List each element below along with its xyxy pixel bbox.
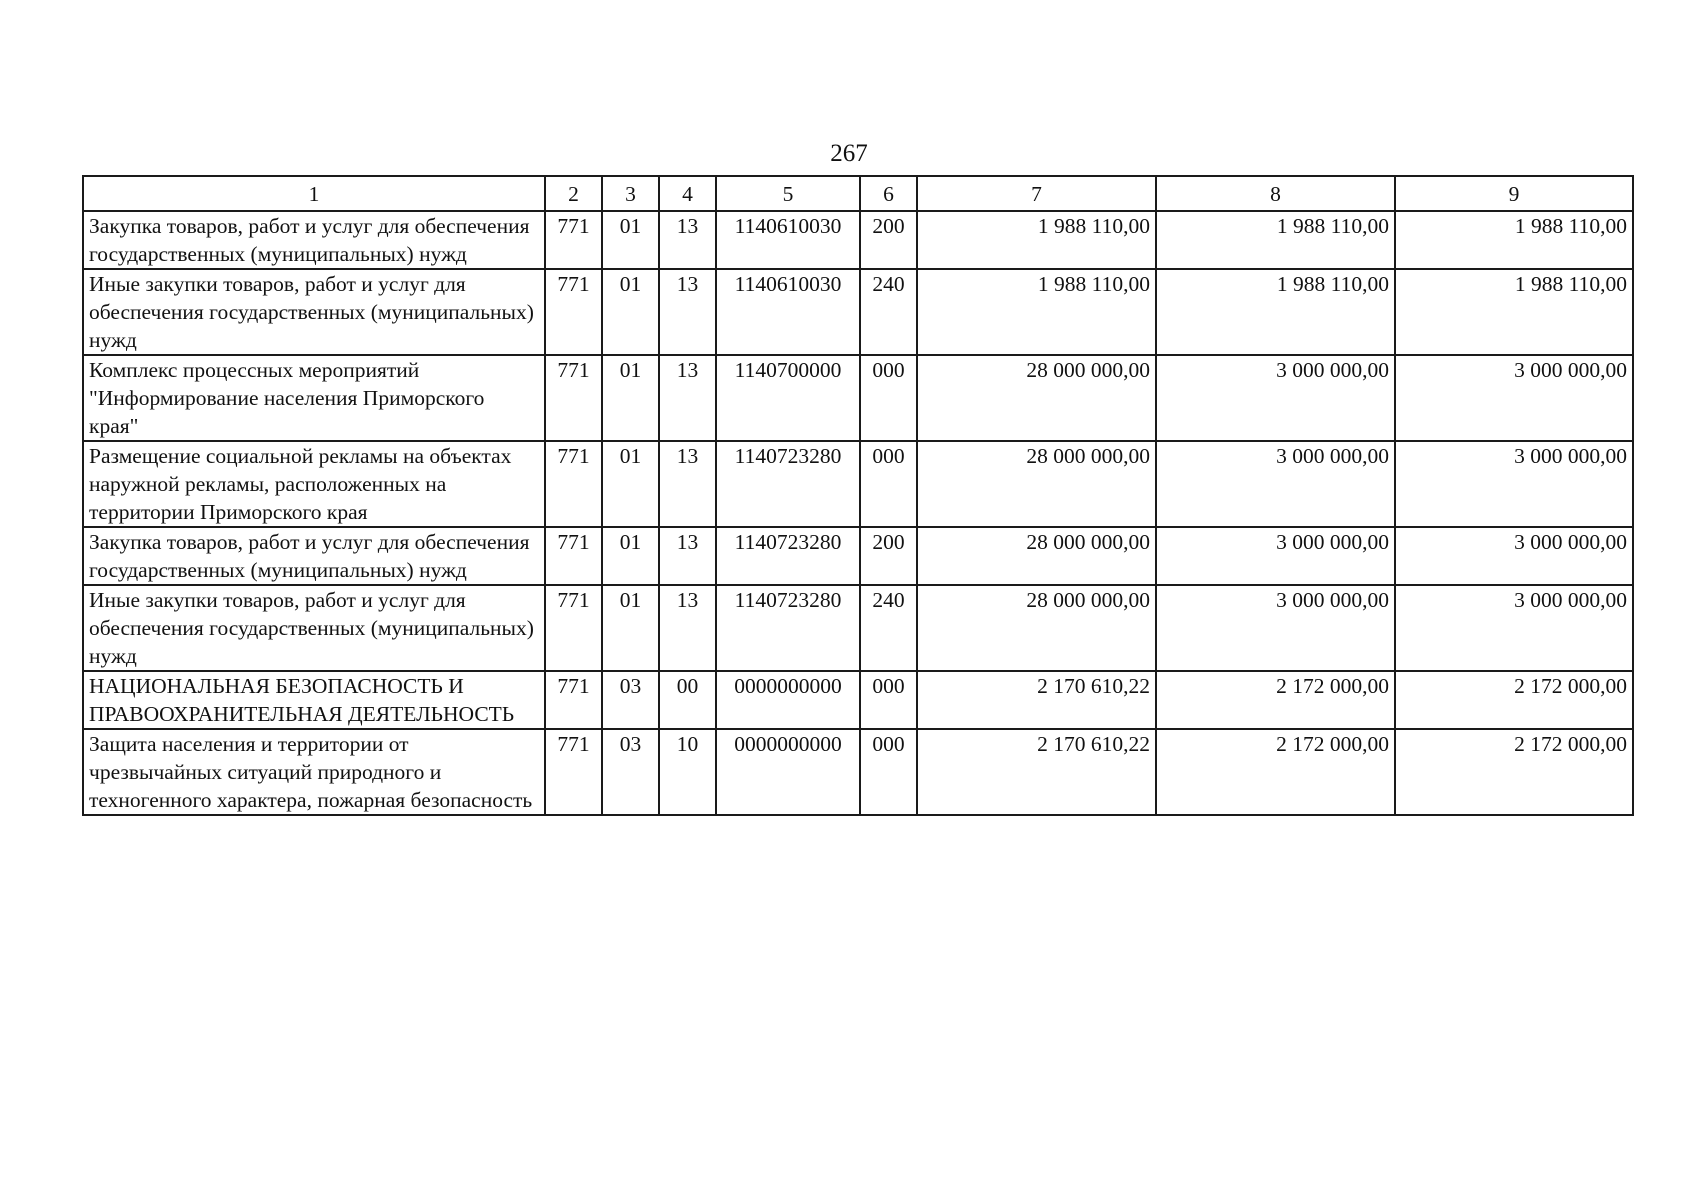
column-header-5: 5: [716, 176, 860, 211]
ministry-code-cell: 771: [545, 671, 602, 729]
amount-col8-cell: 2 172 000,00: [1156, 729, 1395, 815]
amount-col7-cell: 28 000 000,00: [917, 527, 1156, 585]
row-name-cell: Защита населения и территории от чрезвычайных ситуаций природного и техногенного характера, пожарная безопасность: [83, 729, 545, 815]
section-code-cell: 01: [602, 355, 659, 441]
expense-type-cell: 000: [860, 671, 917, 729]
amount-col9-cell: 1 988 110,00: [1395, 211, 1633, 269]
section-code-cell: 01: [602, 585, 659, 671]
table-row: [83, 211, 1633, 269]
ministry-code-cell: 771: [545, 355, 602, 441]
column-header-8: 8: [1156, 176, 1395, 211]
amount-col9-cell: 3 000 000,00: [1395, 527, 1633, 585]
target-article-cell: 0000000000: [716, 671, 860, 729]
section-code-cell: 01: [602, 441, 659, 527]
amount-col9-cell: 3 000 000,00: [1395, 355, 1633, 441]
ministry-code-cell: 771: [545, 527, 602, 585]
amount-col9-cell: 2 172 000,00: [1395, 671, 1633, 729]
amount-col9-cell: 1 988 110,00: [1395, 269, 1633, 355]
expense-type-cell: 200: [860, 527, 917, 585]
amount-col8-cell: 1 988 110,00: [1156, 269, 1395, 355]
amount-col7-cell: 1 988 110,00: [917, 211, 1156, 269]
row-name-cell: Закупка товаров, работ и услуг для обеспечения государственных (муниципальных) нужд: [83, 211, 545, 269]
table-row: [83, 671, 1633, 729]
table-row: [83, 441, 1633, 527]
row-name-cell: Комплекс процессных мероприятий "Информирование населения Приморского края": [83, 355, 545, 441]
amount-col8-cell: 3 000 000,00: [1156, 585, 1395, 671]
amount-col8-cell: 3 000 000,00: [1156, 355, 1395, 441]
subsection-code-cell: 10: [659, 729, 716, 815]
ministry-code-cell: 771: [545, 729, 602, 815]
column-header-2: 2: [545, 176, 602, 211]
amount-col8-cell: 2 172 000,00: [1156, 671, 1395, 729]
row-name-cell: Иные закупки товаров, работ и услуг для обеспечения государственных (муниципальных) нужд: [83, 585, 545, 671]
row-name-cell: Размещение социальной рекламы на объектах наружной рекламы, расположенных на территории Приморского края: [83, 441, 545, 527]
target-article-cell: 1140610030: [716, 269, 860, 355]
amount-col7-cell: 28 000 000,00: [917, 441, 1156, 527]
amount-col7-cell: 1 988 110,00: [917, 269, 1156, 355]
table-row: [83, 355, 1633, 441]
section-code-cell: 03: [602, 671, 659, 729]
ministry-code-cell: 771: [545, 211, 602, 269]
section-code-cell: 01: [602, 527, 659, 585]
ministry-code-cell: 771: [545, 441, 602, 527]
target-article-cell: 1140723280: [716, 585, 860, 671]
header-row: [83, 176, 1633, 211]
subsection-code-cell: 13: [659, 585, 716, 671]
table-row: [83, 729, 1633, 815]
amount-col7-cell: 2 170 610,22: [917, 729, 1156, 815]
subsection-code-cell: 13: [659, 211, 716, 269]
amount-col8-cell: 3 000 000,00: [1156, 441, 1395, 527]
row-name-cell: Иные закупки товаров, работ и услуг для обеспечения государственных (муниципальных) нужд: [83, 269, 545, 355]
section-code-cell: 03: [602, 729, 659, 815]
subsection-code-cell: 13: [659, 355, 716, 441]
target-article-cell: 0000000000: [716, 729, 860, 815]
section-code-cell: 01: [602, 269, 659, 355]
column-header-9: 9: [1395, 176, 1633, 211]
amount-col8-cell: 1 988 110,00: [1156, 211, 1395, 269]
column-header-4: 4: [659, 176, 716, 211]
amount-col7-cell: 28 000 000,00: [917, 355, 1156, 441]
amount-col8-cell: 3 000 000,00: [1156, 527, 1395, 585]
expense-type-cell: 240: [860, 269, 917, 355]
expense-type-cell: 200: [860, 211, 917, 269]
target-article-cell: 1140700000: [716, 355, 860, 441]
row-name-cell: Закупка товаров, работ и услуг для обеспечения государственных (муниципальных) нужд: [83, 527, 545, 585]
table-row: [83, 527, 1633, 585]
budget-table: [82, 175, 1634, 816]
amount-col7-cell: 2 170 610,22: [917, 671, 1156, 729]
subsection-code-cell: 00: [659, 671, 716, 729]
expense-type-cell: 240: [860, 585, 917, 671]
table-row: [83, 585, 1633, 671]
target-article-cell: 1140723280: [716, 441, 860, 527]
amount-col9-cell: 2 172 000,00: [1395, 729, 1633, 815]
row-name-cell: НАЦИОНАЛЬНАЯ БЕЗОПАСНОСТЬ И ПРАВООХРАНИТЕЛЬНАЯ ДЕЯТЕЛЬНОСТЬ: [83, 671, 545, 729]
target-article-cell: 1140610030: [716, 211, 860, 269]
expense-type-cell: 000: [860, 729, 917, 815]
table-row: [83, 269, 1633, 355]
expense-type-cell: 000: [860, 355, 917, 441]
subsection-code-cell: 13: [659, 527, 716, 585]
expense-type-cell: 000: [860, 441, 917, 527]
page-number: 267: [830, 140, 868, 167]
section-code-cell: 01: [602, 211, 659, 269]
subsection-code-cell: 13: [659, 269, 716, 355]
column-header-6: 6: [860, 176, 917, 211]
target-article-cell: 1140723280: [716, 527, 860, 585]
amount-col9-cell: 3 000 000,00: [1395, 585, 1633, 671]
column-header-3: 3: [602, 176, 659, 211]
ministry-code-cell: 771: [545, 269, 602, 355]
column-header-1: 1: [83, 176, 545, 211]
ministry-code-cell: 771: [545, 585, 602, 671]
column-header-7: 7: [917, 176, 1156, 211]
amount-col7-cell: 28 000 000,00: [917, 585, 1156, 671]
amount-col9-cell: 3 000 000,00: [1395, 441, 1633, 527]
subsection-code-cell: 13: [659, 441, 716, 527]
